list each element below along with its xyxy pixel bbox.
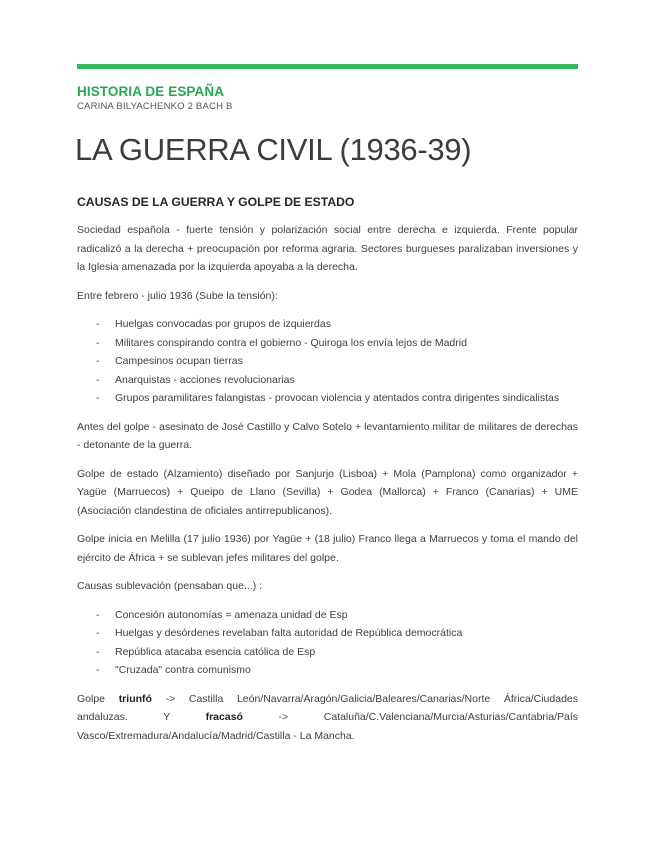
list-item-text: República atacaba esencia católica de Esp (115, 645, 316, 658)
list-item-text: Grupos paramilitares falangistas - provocan violencia y atentados contra dirigentes sindicalistas (115, 392, 560, 404)
list-dash: - (96, 318, 100, 330)
list-item (77, 643, 578, 662)
list-dash: - (96, 373, 100, 386)
text-y: Y (163, 711, 171, 723)
header-title: HISTORIA DE ESPAÑA (77, 84, 225, 99)
text-golpe: Golpe (77, 692, 106, 705)
list-item-text: Huelgas convocadas por grupos de izquierdas (115, 318, 331, 330)
text-triunfo-regions: -> Castilla León/Navarra/Aragón/Galicia/Baleares/Canarias/Norte África/Ciudades andaluzas. (77, 692, 579, 723)
list-dash: - (96, 608, 100, 621)
list-item (77, 352, 578, 371)
paragraph-golpe-inicia: Golpe inicia en Melilla (17 julio 1936) por Yagüe + (18 julio) Franco llega a Marruecos y toma el mando del ejército de África + se sublevan jefes militares del golpe. (77, 533, 578, 564)
paragraph-golpe-estado: Golpe de estado (Alzamiento) diseñado por Sanjurjo (Lisboa) + Mola (Pamplona) como organizador + Yagüe (Marruecos) + Queipo de Llano (Sevilla) + Godea (Mallorca) + Franco (Canarias) + UME (Asociación clandestina de oficiales antirrepublicanos). (77, 467, 578, 517)
list-item-text: Concesión autonomías = amenaza unidad de Esp (115, 608, 348, 621)
document-title: LA GUERRA CIVIL (1936-39) (75, 132, 472, 167)
list-item (77, 661, 578, 680)
list-dash: - (96, 645, 100, 658)
list-causas (77, 606, 578, 680)
paragraph-antes-golpe: Antes del golpe - asesinato de José Castillo y Calvo Sotelo + levantamiento militar de militares de derechas - detonante de la guerra. (77, 420, 578, 451)
paragraph-febrero-julio: Entre febrero - julio 1936 (Sube la tensión): (77, 289, 278, 302)
list-dash: - (96, 336, 100, 349)
list-dash: - (96, 664, 100, 676)
list-item-text: "Cruzada" contra comunismo (115, 664, 251, 676)
list-item-text: Anarquistas - acciones revolucionarias (115, 373, 295, 386)
header-subtitle: CARINA BILYACHENKO 2 BACH B (77, 101, 233, 112)
text-fracaso: fracasó (205, 711, 243, 723)
paragraph-sociedad: Sociedad española - fuerte tensión y polarización social entre derecha e izquierda. Frente popular radicalizó a la derecha + preocupación por reforma agraria. Sectores burgueses paralizaban inversiones y la Iglesia amenazada por la izquierda apoyaba a la derecha. (77, 224, 578, 273)
text-fracaso-regions: -> Cataluña/C.Valenciana/Murcia/Asturias/Cantabria/País Vasco/Extremadura/Andalucía/Madrid/Castilla - La Mancha. (77, 711, 578, 742)
list-item (77, 606, 578, 625)
document-body (77, 221, 578, 755)
section-heading: CAUSAS DE LA GUERRA Y GOLPE DE ESTADO (77, 195, 355, 209)
list-dash: - (96, 392, 100, 404)
text-triunfo: triunfó (118, 692, 152, 705)
list-item (77, 624, 578, 643)
list-item (77, 371, 578, 390)
list-item-text: Huelgas y desórdenes revelaban falta autoridad de República democrática (115, 627, 463, 639)
header-accent-bar (77, 64, 578, 69)
list-item-text: Militares conspirando contra el gobierno - Quiroga los envía lejos de Madrid (115, 336, 467, 349)
list-tension (77, 315, 578, 408)
paragraph-triunfo-fracaso (77, 690, 578, 746)
list-item (77, 315, 578, 334)
paragraph-causas-sublevacion: Causas sublevación (pensaban que...) : (77, 580, 263, 592)
list-dash: - (96, 355, 100, 367)
list-item-text: Campesinos ocupan tierras (115, 355, 243, 367)
list-item (77, 389, 578, 408)
list-item (77, 334, 578, 353)
list-dash: - (96, 627, 100, 639)
